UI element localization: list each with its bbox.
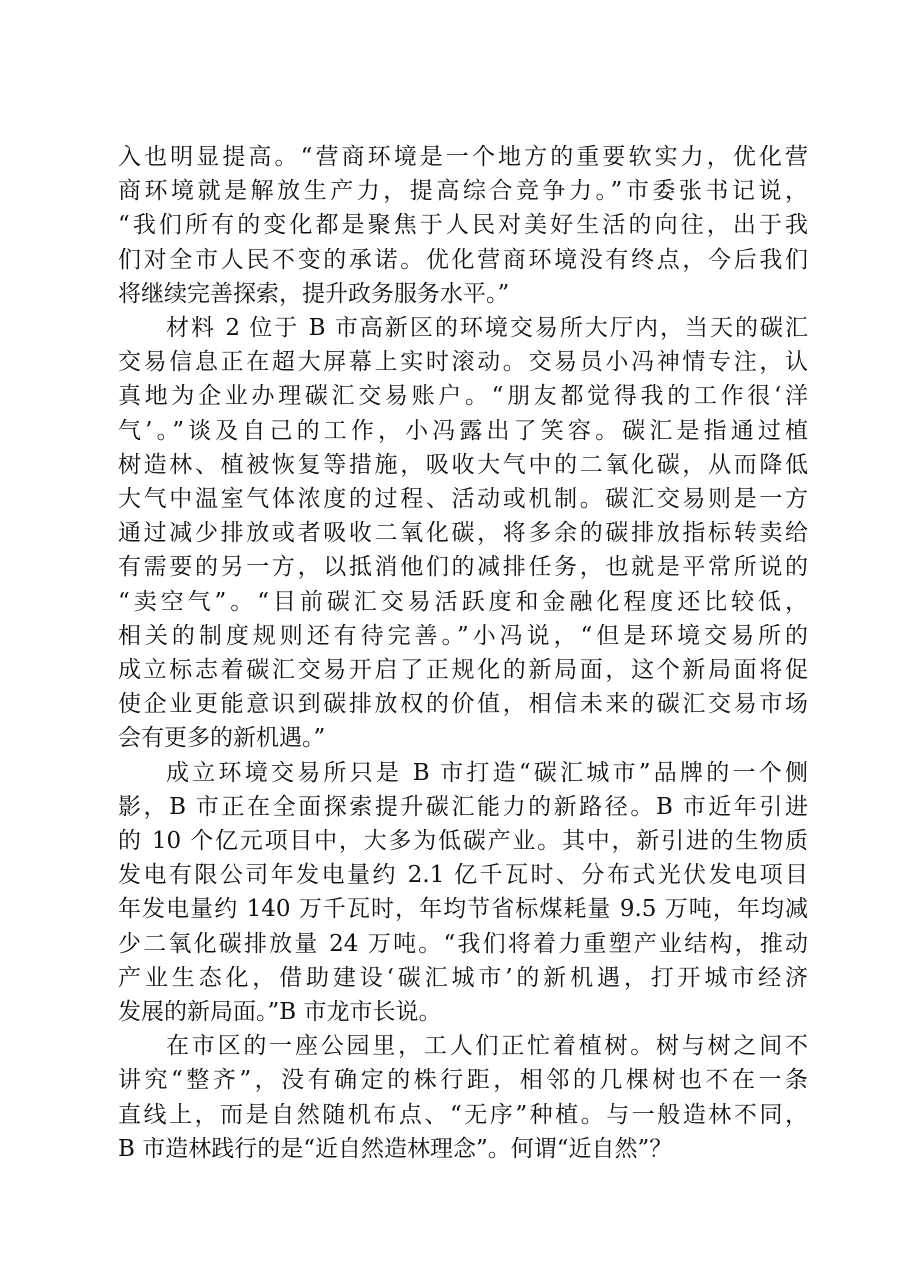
text-line: 入也明显提高。“营商环境是一个地方的重要软实力，优化营	[118, 144, 808, 170]
text-line: 的 10 个亿元项目中，大多为低碳产业。其中，新引进的生物质	[118, 828, 808, 855]
text-line: 影，B 市正在全面探索提升碳汇能力的新路径。B 市近年引进	[118, 793, 808, 820]
paragraph	[118, 1029, 808, 1166]
text-line: “卖空气”。“目前碳汇交易活跃度和金融化程度还比较低，	[118, 588, 808, 615]
text-line: 讲究“整齐”，没有确定的株行距，相邻的几棵树也不在一条	[118, 1067, 808, 1094]
text-line: 年发电量约 140 万千瓦时，年均节省标煤耗量 9.5 万吨，年均减	[118, 896, 808, 923]
text-line: 树造林、植被恢复等措施，吸收大气中的二氧化碳，从而降低	[118, 451, 808, 478]
text-line: 材料 2 位于 B 市高新区的环境交易所大厅内，当天的碳汇	[166, 315, 808, 342]
text-line: 会有更多的新机遇。”	[118, 725, 326, 752]
text-line: 发电有限公司年发电量约 2.1 亿千瓦时、分布式光伏发电项目	[118, 862, 808, 889]
document-page	[118, 140, 808, 1166]
text-line: 在市区的一座公园里，工人们正忙着植树。树与树之间不	[166, 1033, 808, 1060]
text-line: 相关的制度规则还有待完善。”小冯说，“但是环境交易所的	[118, 622, 808, 649]
text-line: B 市造林践行的是“近自然造林理念”。何谓“近自然”？	[118, 1135, 673, 1162]
text-line: 商环境就是解放生产力，提高综合竞争力。”市委张书记说，	[118, 178, 808, 205]
text-line: 气’。”谈及自己的工作，小冯露出了笑容。碳汇是指通过植	[118, 417, 808, 444]
text-line: 们对全市人民不变的承诺。优化营商环境没有终点，今后我们	[118, 246, 808, 273]
text-line: 产业生态化，借助建设‘碳汇城市’的新机遇，打开城市经济	[118, 964, 808, 991]
text-line: 成立环境交易所只是 B 市打造“碳汇城市”品牌的一个侧	[166, 759, 808, 786]
text-line: 将继续完善探索，提升政务服务水平。”	[118, 280, 510, 307]
paragraph	[118, 756, 808, 1030]
text-line: 大气中温室气体浓度的过程、活动或机制。碳汇交易则是一方	[118, 486, 808, 513]
text-line: 通过减少排放或者吸收二氧化碳，将多余的碳排放指标转卖给	[118, 520, 808, 547]
text-line: 发展的新局面。”B 市龙市长说。	[118, 999, 442, 1026]
text-line: “我们所有的变化都是聚焦于人民对美好生活的向往，出于我	[118, 212, 808, 239]
text-line: 真地为企业办理碳汇交易账户。“朋友都觉得我的工作很‘洋	[118, 383, 808, 410]
text-line: 使企业更能意识到碳排放权的价值，相信未来的碳汇交易市场	[118, 691, 808, 718]
paragraph	[118, 140, 808, 311]
text-line: 直线上，而是自然随机布点、“无序”种植。与一般造林不同，	[118, 1101, 808, 1128]
body-text	[118, 140, 808, 1166]
paragraph	[118, 311, 808, 756]
text-line: 有需要的另一方，以抵消他们的减排任务，也就是平常所说的	[118, 554, 808, 581]
text-line: 少二氧化碳排放量 24 万吨。“我们将着力重塑产业结构，推动	[118, 930, 808, 957]
text-line: 交易信息正在超大屏幕上实时滚动。交易员小冯神情专注，认	[118, 349, 808, 376]
text-line: 成立标志着碳汇交易开启了正规化的新局面，这个新局面将促	[118, 657, 808, 684]
